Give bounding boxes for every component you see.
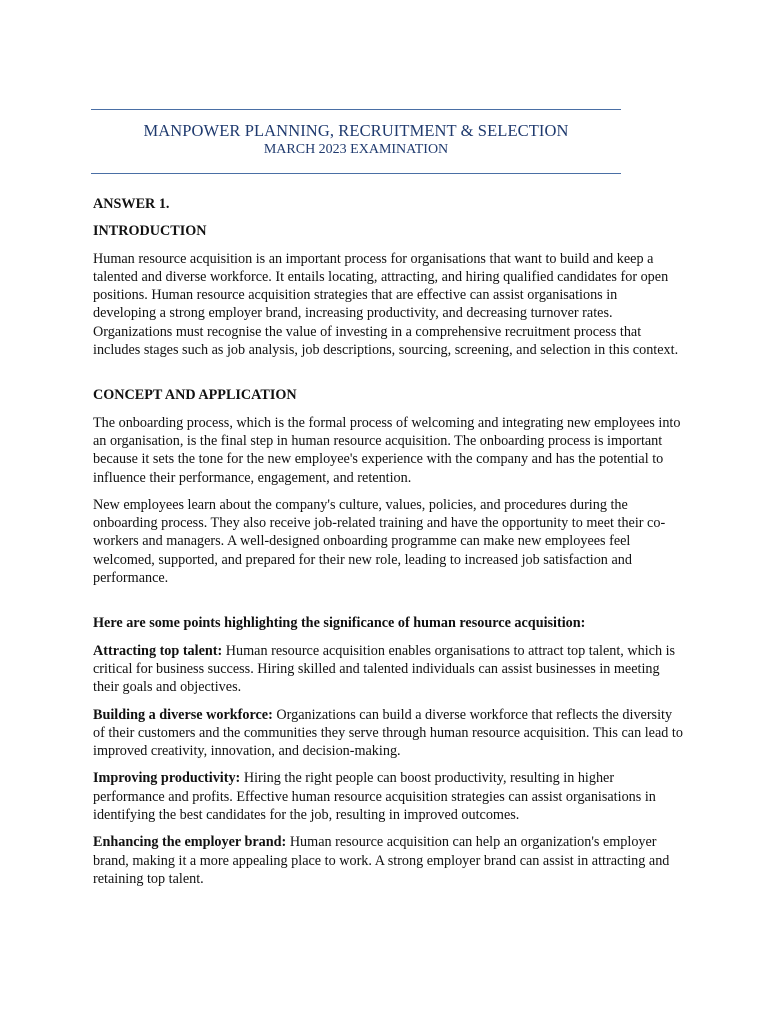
header-block xyxy=(91,121,621,159)
header-top-rule xyxy=(91,109,621,110)
point-employer-brand xyxy=(93,833,683,888)
introduction-paragraph: Human resource acquisition is an important process for organisations that want to build and keep a talented and diverse workforce. It entails locating, attracting, and hiring qualified candidates for open positions. Human resource acquisition strategies that are effective can assist organisations in developing a strong employer brand, increasing productivity, and decreasing turnover rates. Organizations must recognise the value of investing in a comprehensive recruitment process that includes stages such as job analysis, job descriptions, sourcing, screening, and selection in this context. xyxy=(93,250,679,359)
point-attracting-talent xyxy=(93,642,683,697)
document-title: MANPOWER PLANNING, RECRUITMENT & SELECTION xyxy=(143,121,569,140)
point-lead: Improving productivity: xyxy=(93,770,241,787)
point-lead: Building a diverse workforce: xyxy=(93,706,273,723)
point-lead: Attracting top talent: xyxy=(93,642,223,659)
introduction-heading: INTRODUCTION xyxy=(93,223,207,240)
answer-label: ANSWER 1. xyxy=(93,196,170,212)
concept-paragraph-2: New employees learn about the company's culture, values, policies, and procedures during the onboarding process. They also receive job-related training and have the opportunity to meet their co-workers and managers. A well-designed onboarding programme can make new employees feel welcomed, supported, and prepared for their new role, leading to increased job satisfaction and performance. xyxy=(93,496,666,587)
document-body xyxy=(93,195,683,888)
point-text: Human resource acquisition can help an organization's employer brand, making it a more appealing place to work. A strong employer brand can assist in attracting and retaining top talent. xyxy=(93,834,670,887)
concept-paragraph-1: The onboarding process, which is the formal process of welcoming and integrating new employees into an organisation, is the final step in human resource acquisition. The onboarding process is important because it sets the tone for the new employee's experience with the company and has the potential to influence their performance, engagement, and retention. xyxy=(93,414,681,486)
point-text: Hiring the right people can boost productivity, resulting in higher performance and profits. Effective human resource acquisition strategies can assist organisations in identifying the best candidates for the job, resulting in improved outcomes. xyxy=(93,770,656,824)
points-heading: Here are some points highlighting the significance of human resource acquisition: xyxy=(93,615,586,632)
point-text: Human resource acquisition enables organisations to attract top talent, which is critical for business success. Hiring skilled and talented individuals can assist businesses in meeting their goals and objectives. xyxy=(93,642,676,696)
header-bottom-rule xyxy=(91,173,621,174)
document-subtitle: MARCH 2023 EXAMINATION xyxy=(263,142,449,157)
point-lead: Enhancing the employer brand: xyxy=(93,834,287,851)
point-improving-productivity xyxy=(93,769,683,824)
point-text: Organizations can build a diverse workforce that reflects the diversity of their customers and the communities they serve through human resource acquisition. This can lead to improved creativity, innovation, and decision-making. xyxy=(93,706,683,760)
concept-heading: CONCEPT AND APPLICATION xyxy=(93,387,297,404)
point-diverse-workforce xyxy=(93,706,683,761)
